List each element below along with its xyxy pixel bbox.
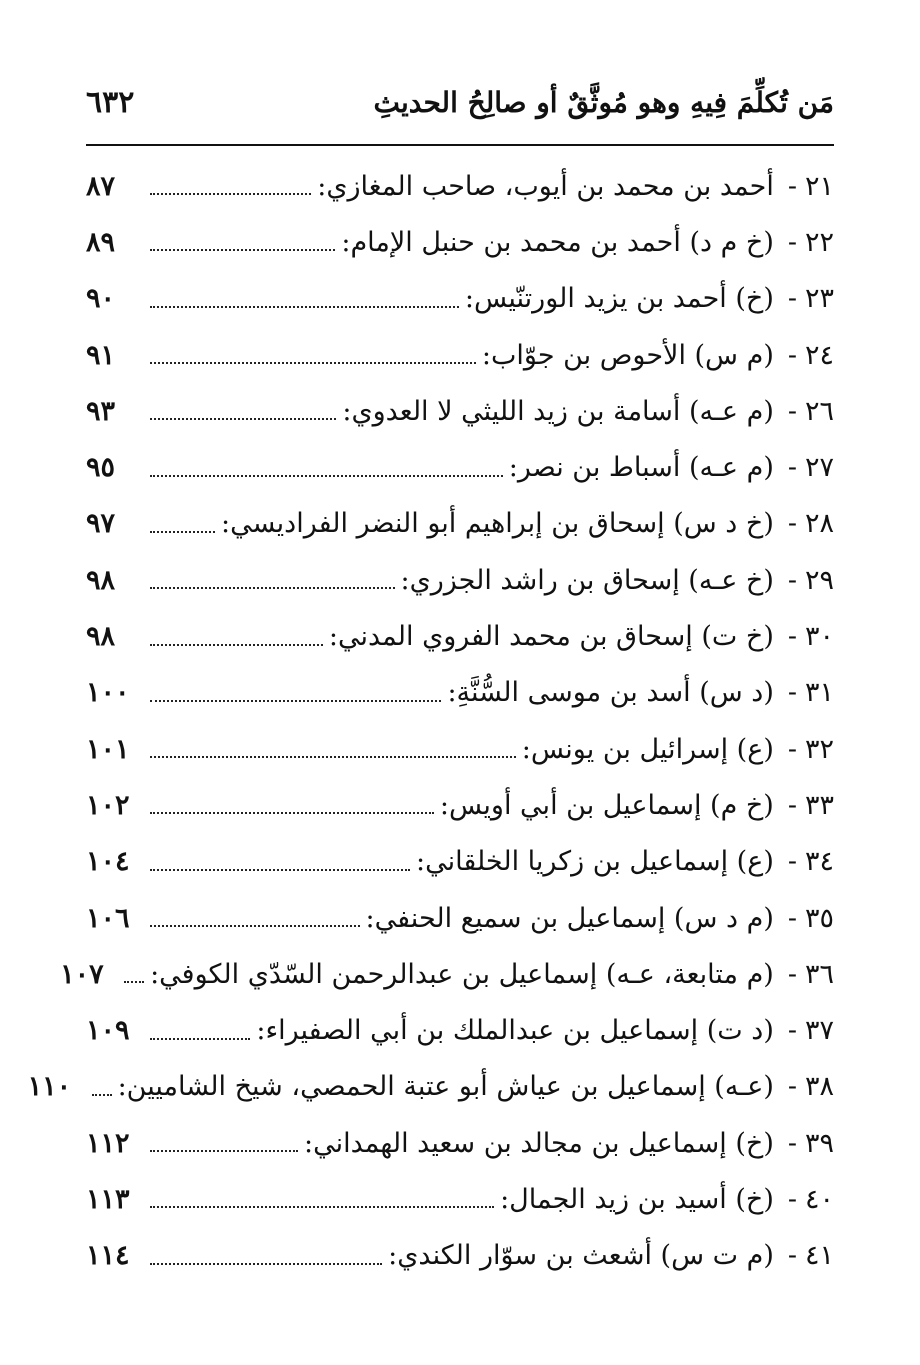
- toc-entry: [86, 665, 834, 721]
- entry-title: (عـه) إسماعيل بن عياش أبو عتبة الحمصي، شيخ الشاميين:: [117, 1071, 774, 1103]
- dot-leader: [150, 700, 441, 702]
- entry-number: ٣١: [804, 677, 834, 709]
- entry-number: ٢٩: [804, 564, 834, 596]
- entry-page-number: ١٠٢: [86, 789, 130, 821]
- toc-entry: [86, 496, 834, 552]
- entry-separator: -: [787, 339, 797, 371]
- entry-title: (خ) إسماعيل بن مجالد بن سعيد الهمداني:: [304, 1127, 774, 1159]
- toc-entry: [86, 890, 834, 946]
- toc-entry: [86, 608, 834, 664]
- entry-page-number: ١٠٠: [86, 677, 130, 709]
- toc-entry: [86, 439, 834, 495]
- entry-page-number: ١١٤: [86, 1240, 130, 1272]
- toc-entry: [86, 834, 834, 890]
- toc-entry: [86, 721, 834, 777]
- running-title: مَن تُكلِّمَ فِيهِ وهو مُوثَّقٌ أو صالِحُ الحديثِ: [373, 85, 834, 119]
- entry-number: ٤٠: [804, 1183, 834, 1215]
- dot-leader: [150, 249, 335, 251]
- entry-page-number: ١١٠: [27, 1071, 72, 1103]
- dot-leader: [150, 644, 323, 646]
- toc-entry: [86, 1171, 834, 1227]
- entry-page-number: ٩٥: [86, 452, 116, 484]
- entry-separator: -: [787, 846, 797, 878]
- entry-page-number: ٩٣: [86, 395, 116, 427]
- entry-page-number: ٩٧: [86, 508, 116, 540]
- dot-leader: [150, 362, 476, 364]
- toc-entry: [86, 1228, 834, 1284]
- entry-separator: -: [787, 1127, 797, 1159]
- entry-number: ٣٧: [804, 1015, 834, 1047]
- dot-leader: [150, 1038, 250, 1040]
- toc-entry: [86, 214, 834, 270]
- entry-page-number: ٩٨: [86, 564, 116, 596]
- entry-separator: -: [787, 452, 797, 484]
- dot-leader: [150, 587, 395, 589]
- dot-leader: [150, 1150, 298, 1152]
- entry-separator: -: [787, 170, 797, 202]
- entry-page-number: ٨٩: [86, 226, 116, 258]
- entry-title: (خ) أسيد بن زيد الجمال:: [500, 1183, 774, 1215]
- entry-page-number: ١١٢: [86, 1127, 130, 1159]
- dot-leader: [150, 756, 516, 758]
- entry-separator: -: [787, 733, 797, 765]
- entry-number: ٢٦: [804, 395, 834, 427]
- dot-leader: [150, 193, 311, 195]
- entry-page-number: ١٠٤: [86, 846, 130, 878]
- entry-number: ٢٢: [804, 226, 834, 258]
- entry-title: (م د س) إسماعيل بن سميع الحنفي:: [365, 902, 774, 934]
- entry-number: ٢٧: [804, 452, 834, 484]
- entry-title: (خ د س) إسحاق بن إبراهيم أبو النضر الفراديسي:: [220, 508, 774, 540]
- dot-leader: [150, 925, 360, 927]
- entry-page-number: ١٠٦: [86, 902, 130, 934]
- entry-title: (خ عـه) إسحاق بن راشد الجزري:: [400, 564, 774, 596]
- entry-title: (خ ت) إسحاق بن محمد الفروي المدني:: [328, 621, 774, 653]
- entry-number: ٣٠: [804, 621, 834, 653]
- dot-leader: [150, 418, 336, 420]
- toc-entry: [86, 327, 834, 383]
- dot-leader: [92, 1094, 112, 1096]
- entry-page-number: ٩٨: [86, 621, 116, 653]
- entry-separator: -: [787, 564, 797, 596]
- entry-number: ٣٩: [804, 1127, 834, 1159]
- entry-page-number: ١٠٩: [86, 1015, 130, 1047]
- entry-separator: -: [787, 902, 797, 934]
- table-of-contents: [27, 158, 834, 1284]
- entry-separator: -: [787, 789, 797, 821]
- entry-separator: -: [787, 1183, 797, 1215]
- entry-separator: -: [787, 508, 797, 540]
- toc-entry: [86, 383, 834, 439]
- dot-leader: [150, 531, 215, 533]
- entry-title: (م ت س) أشعث بن سوّار الكندي:: [388, 1240, 774, 1272]
- toc-entry: [86, 1002, 834, 1058]
- toc-entry: [86, 271, 834, 327]
- toc-entry: [27, 1059, 834, 1115]
- entry-separator: -: [787, 395, 797, 427]
- entry-page-number: ٩٠: [86, 283, 116, 315]
- toc-entry: [86, 552, 834, 608]
- entry-title: (د س) أسد بن موسى السُّنَّةِ:: [447, 677, 774, 709]
- header-rule: [86, 144, 834, 146]
- entry-number: ٤١: [804, 1240, 834, 1272]
- entry-number: ٢٤: [804, 339, 834, 371]
- entry-separator: -: [787, 226, 797, 258]
- dot-leader: [150, 475, 503, 477]
- entry-title: (م عـه) أسباط بن نصر:: [508, 452, 774, 484]
- dot-leader: [150, 1263, 382, 1265]
- dot-leader: [150, 869, 410, 871]
- entry-title: (م عـه) أسامة بن زيد الليثي لا العدوي:: [342, 395, 774, 427]
- entry-separator: -: [787, 621, 797, 653]
- entry-page-number: ١٠٧: [60, 958, 104, 990]
- entry-separator: -: [787, 958, 797, 990]
- page-number: ٦٣٢: [86, 84, 135, 120]
- entry-number: ٢١: [804, 170, 834, 202]
- entry-number: ٣٥: [804, 902, 834, 934]
- entry-title: (خ) أحمد بن يزيد الورتنّيس:: [464, 283, 774, 315]
- entry-page-number: ٨٧: [86, 170, 116, 202]
- entry-title: (م متابعة، عـه) إسماعيل بن عبدالرحمن السّدّي الكوفي:: [150, 958, 774, 990]
- entry-title: (ع) إسرائيل بن يونس:: [521, 733, 774, 765]
- entry-number: ٣٨: [804, 1071, 834, 1103]
- entry-number: ٢٣: [804, 283, 834, 315]
- entry-separator: -: [787, 1015, 797, 1047]
- entry-separator: -: [787, 677, 797, 709]
- entry-title: (م س) الأحوص بن جوّاب:: [481, 339, 774, 371]
- dot-leader: [150, 1206, 494, 1208]
- entry-number: ٣٦: [804, 958, 834, 990]
- entry-number: ٣٤: [804, 846, 834, 878]
- entry-page-number: ١٠١: [86, 733, 130, 765]
- dot-leader: [124, 981, 144, 983]
- entry-page-number: ١١٣: [86, 1183, 130, 1215]
- dot-leader: [150, 812, 434, 814]
- entry-title: (د ت) إسماعيل بن عبدالملك بن أبي الصفيراء:: [256, 1015, 774, 1047]
- entry-title: (ع) إسماعيل بن زكريا الخلقاني:: [415, 846, 774, 878]
- entry-page-number: ٩١: [86, 339, 116, 371]
- entry-title: أحمد بن محمد بن أيوب، صاحب المغازي:: [317, 170, 774, 202]
- page-header: [86, 72, 834, 132]
- toc-entry: [86, 1115, 834, 1171]
- toc-entry: [86, 777, 834, 833]
- entry-title: (خ م د) أحمد بن محمد بن حنبل الإمام:: [341, 226, 774, 258]
- toc-entry: [86, 158, 834, 214]
- entry-separator: -: [787, 1240, 797, 1272]
- entry-separator: -: [787, 1071, 797, 1103]
- entry-title: (خ م) إسماعيل بن أبي أويس:: [439, 789, 774, 821]
- toc-entry: [60, 946, 834, 1002]
- dot-leader: [150, 306, 459, 308]
- entry-number: ٢٨: [804, 508, 834, 540]
- entry-separator: -: [787, 283, 797, 315]
- entry-number: ٣٣: [804, 789, 834, 821]
- entry-number: ٣٢: [804, 733, 834, 765]
